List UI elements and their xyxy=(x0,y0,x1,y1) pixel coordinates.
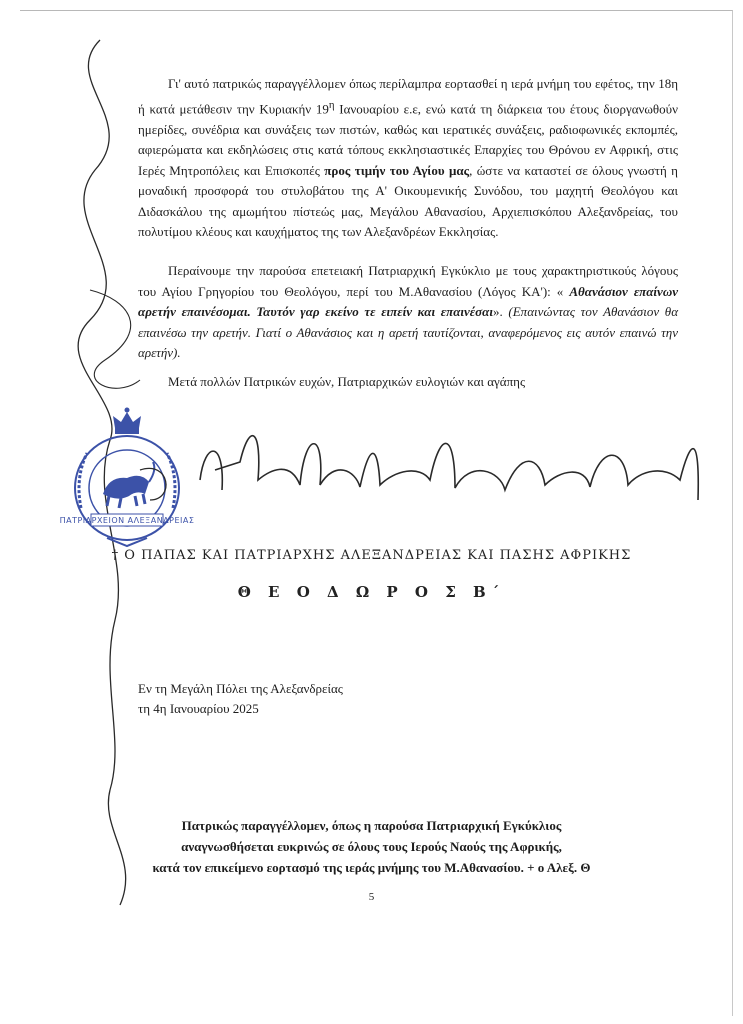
para1-text-a: Γι' αυτό πατρικώς παραγγέλλομεν όπως περίλαμπρα εορτασθεί η ιερά μνήμη του εφέτος, την 18η ή κατά μετάθεσιν την Κυριακήν 19 xyxy=(138,76,678,116)
patriarch-name: Θ Ε Ο Δ Ω Ρ Ο Σ Β΄ xyxy=(237,583,506,601)
margin-flourish xyxy=(78,40,126,905)
para2-text-b: ». xyxy=(492,304,509,320)
para1-text-c: , ώστε να καταστεί σε όλους γνωστή η μοναδική προσφορά του στυλοβάτου της Α' Οικουμενικής Συνόδου, του μαχητή Θεολόγου και Διδασκάλου της αμωμήτου πίστεώς μας, Μεγάλου Αθανασίου, Αρχιεπισκόπου Αλεξανδρείας, του πολυτίμου κλέους και καυχήματος της των Αλεξανδρέων Εκκλησίας. xyxy=(138,162,678,240)
para1-superscript: η xyxy=(328,98,335,111)
para2-italic-translation: (Επαινώντας τον Αθανάσιον θα επαινέσω την αρετήν. Γιατί ο Αθανάσιος και η αρετή ταυτίζονται, αναφερόμενος εις αυτόν επαινώ την αρετήν). xyxy=(138,304,679,361)
footer-line-3: κατά τον επικείμενο εορτασμό της ιεράς μνήμης του Μ.Αθανασίου. + ο Αλεξ. Θ xyxy=(152,860,591,875)
seal-caption: ΠΑΤΡΙΑΡΧΕΙΟΝ ΑΛΕΞΑΝΔΡΕΙΑΣ xyxy=(59,516,195,525)
patriarchate-seal xyxy=(60,408,195,547)
footer-line-1: Πατρικώς παραγγέλλομεν, όπως η παρούσα Πατριαρχική Εγκύκλιος xyxy=(181,818,562,833)
footer-instruction xyxy=(0,815,743,878)
place-line: Εν τη Μεγάλη Πόλει της Αλεξανδρείας xyxy=(138,681,343,696)
para2-bold-quote: Αθανάσιον επαίνων αρετήν επαινέσομαι. Ταυτόν γαρ εκείνο τε ειπείν και επαινέσαι xyxy=(138,283,678,320)
para2-text-a: Περαίνουμε την παρούσα επετειακή Πατριαρχική Εγκύκλιο με τους χαρακτηριστικούς λόγους του Αγίου Γρηγορίου του Θεολόγου, περί του Μ.Αθανασίου (Λόγος ΚΑ'): « xyxy=(138,263,678,299)
patriarch-signature xyxy=(200,436,698,500)
para1-text-b: Ιανουαρίου ε.ε, ενώ κατά τη διάρκεια του έτους διοργανωθούν ημερίδες, συνέδρια και συνάξεις των πιστών, καθώς και ιερατικές συνάξεις, ραδιοφωνικές εκπομπές, αφιερώματα και εκδηλώσεις στις κατά τόπους εκκλησιαστικές Επαρχίες του Θρόνου εν Αφρική, στις Ιερές Μητροπόλεις και Επισκοπές xyxy=(138,100,678,178)
crown-icon xyxy=(113,408,141,435)
page-number: 5 xyxy=(368,891,375,903)
footer-line-2: αναγνωσθήσεται ευκρινώς σε όλους τους Ιερούς Ναούς της Αφρικής, xyxy=(181,839,562,854)
para1-bold-text: προς τιμήν του Αγίου μας xyxy=(324,162,470,178)
patriarch-title: † Ο ΠΑΠΑΣ ΚΑΙ ΠΑΤΡΙΑΡΧΗΣ ΑΛΕΞΑΝΔΡΕΙΑΣ ΚΑΙ ΠΑΣΗΣ ΑΦΡΙΚΗΣ xyxy=(111,548,632,563)
place-and-date xyxy=(138,679,343,719)
closing-blessing: Μετά πολλών Πατρικών ευχών, Πατριαρχικών ευλογιών και αγάπης xyxy=(168,374,526,389)
date-line: τη 4η Ιανουαρίου 2025 xyxy=(138,701,259,716)
